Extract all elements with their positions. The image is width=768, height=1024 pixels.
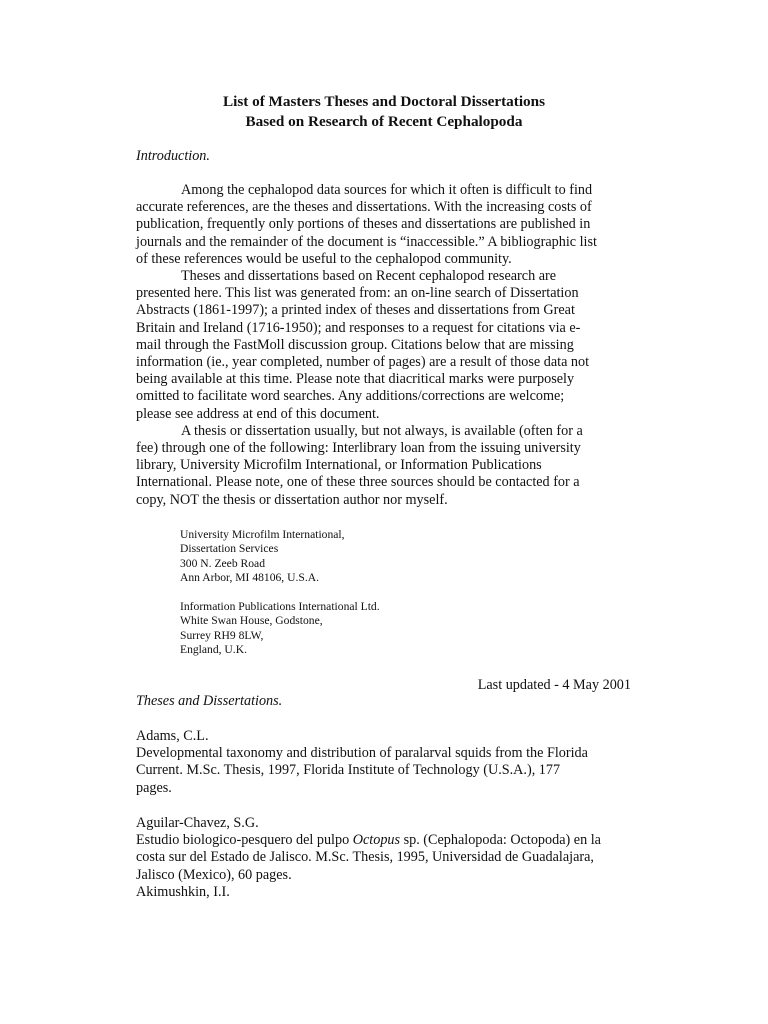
document-title (136, 92, 632, 132)
entry-line: pages. (136, 779, 172, 796)
species-name-italic: Octopus (352, 832, 401, 849)
title-line-2: Based on Research of Recent Cephalopoda (245, 113, 523, 130)
paragraph-2-line: omitted to facilitate word searches. Any additions/corrections are welcome; (136, 388, 565, 405)
address-line: Ann Arbor, MI 48106, U.S.A. (180, 571, 319, 585)
paragraph-3-line: library, University Microfilm International, or Information Publications (136, 457, 542, 474)
address-line: Surrey RH9 8LW, (180, 628, 264, 642)
paragraph-3-line: fee) through one of the following: Interlibrary loan from the issuing university (136, 440, 581, 457)
paragraph-2-line: Abstracts (1861-1997); a printed index of theses and dissertations from Great (136, 302, 575, 319)
paragraph-3-line: A thesis or dissertation usually, but not always, is available (often for a (181, 422, 583, 439)
address-line: Dissertation Services (180, 542, 279, 556)
paragraph-2-line: Theses and dissertations based on Recent cephalopod research are (181, 268, 557, 285)
paragraph-1-line: of these references would be useful to the cephalopod community. (136, 250, 512, 267)
entry-aguilar-chavez (136, 815, 636, 901)
paragraph-1-line: publication, frequently only portions of theses and dissertations are published in (136, 216, 591, 233)
paragraph-2-line: information (ie., year completed, number of pages) are a result of those data not (136, 354, 590, 371)
entry-line: Developmental taxonomy and distribution of paralarval squids from the Florida (136, 745, 588, 762)
paragraph-2-line: presented here. This list was generated from: an on-line search of Dissertation (136, 285, 579, 302)
entry-line: costa sur del Estado de Jalisco. M.Sc. Thesis, 1995, Universidad de Guadalajara, (136, 849, 594, 866)
title-line-1: List of Masters Theses and Doctoral Dissertations (222, 93, 545, 110)
address-information-publications (180, 600, 380, 658)
entry-adams (136, 728, 636, 797)
entry-text: Estudio biologico-pesquero del pulpo (136, 832, 353, 849)
address-line: White Swan House, Godstone, (180, 614, 323, 628)
last-updated-date: Last updated - 4 May 2001 (477, 677, 631, 693)
entry-author: Adams, C.L. (136, 728, 209, 744)
entry-text: sp. (Cephalopoda: Octopoda) en la (400, 832, 601, 849)
paragraph-1-line: journals and the remainder of the document is “inaccessible.” A bibliographic list (136, 233, 597, 250)
entry-line: Current. M.Sc. Thesis, 1997, Florida Institute of Technology (U.S.A.), 177 (136, 762, 561, 779)
paragraph-1-line: Among the cephalopod data sources for which it often is difficult to find (181, 182, 593, 198)
entry-author: Akimushkin, I.I. (136, 883, 230, 900)
paragraph-2-line: please see address at end of this document. (136, 405, 380, 422)
paragraph-2-line: being available at this time. Please note that diacritical marks were purposely (136, 371, 575, 388)
paragraph-2-line: Britain and Ireland (1716-1950); and responses to a request for citations via e- (136, 319, 581, 336)
paragraph-3-line: copy, NOT the thesis or dissertation author nor myself. (136, 491, 448, 508)
address-line: University Microfilm International, (180, 528, 345, 541)
address-university-microfilm (180, 528, 345, 586)
entry-line (136, 832, 636, 849)
introduction-heading: Introduction. (136, 148, 210, 164)
entry-author: Aguilar-Chavez, S.G. (136, 815, 259, 831)
entry-line: Jalisco (Mexico), 60 pages. (136, 866, 292, 883)
address-line: Information Publications International Ltd. (180, 600, 380, 613)
paragraph-1-line: accurate references, are the theses and dissertations. With the increasing costs of (136, 199, 592, 216)
paragraph-3-line: International. Please note, one of these three sources should be contacted for a (136, 474, 580, 491)
theses-heading: Theses and Dissertations. (136, 693, 283, 709)
paragraph-2-line: mail through the FastMoll discussion group. Citations below that are missing (136, 336, 574, 353)
introduction-body (136, 182, 616, 509)
address-line: England, U.K. (180, 643, 247, 657)
address-line: 300 N. Zeeb Road (180, 556, 266, 570)
